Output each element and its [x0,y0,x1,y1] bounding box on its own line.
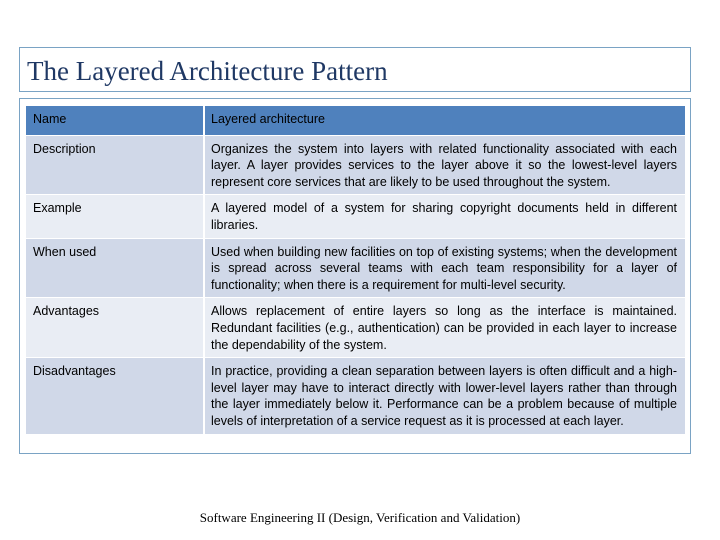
row-label: Advantages [26,298,204,358]
pattern-table [26,106,685,435]
row-value: Allows replacement of entire layers so long as the interface is maintained. Redundant facilities (e.g., authentication) can be provided in each layer to increase the dependability of the system. [204,298,685,358]
slide-footer: Software Engineering II (Design, Verification and Validation) [199,510,521,525]
row-label: Disadvantages [26,358,204,434]
row-value: Used when building new facilities on top of existing systems; when the development is spread across several teams with each team responsibility for a layer of functionality; when there is a requirement for multi-level security. [204,238,685,298]
slide-title: The Layered Architecture Pattern [27,56,388,86]
table-row-when-used [26,238,685,298]
table-header-row [26,106,685,135]
table-row-advantages [26,298,685,358]
header-label-cell: Name [26,106,204,135]
row-label: Example [26,195,204,238]
row-label: When used [26,238,204,298]
header-value-cell: Layered architecture [204,106,685,135]
title-frame [19,47,691,92]
table-row-example [26,195,685,238]
table-row-disadvantages [26,358,685,434]
row-label: Description [26,135,204,195]
row-value: In practice, providing a clean separation between layers is often difficult and a high-level layer may have to interact directly with lower-level layers rather than through the layer immediately below it. Performance can be a problem because of multiple levels of interpretation of a service request as it is processed at each layer. [204,358,685,434]
row-value: Organizes the system into layers with related functionality associated with each layer. A layer provides services to the layer above it so the lowest-level layers represent core services that are likely to be used throughout the system. [204,135,685,195]
table-row-description [26,135,685,195]
row-value: A layered model of a system for sharing copyright documents held in different libraries. [204,195,685,238]
